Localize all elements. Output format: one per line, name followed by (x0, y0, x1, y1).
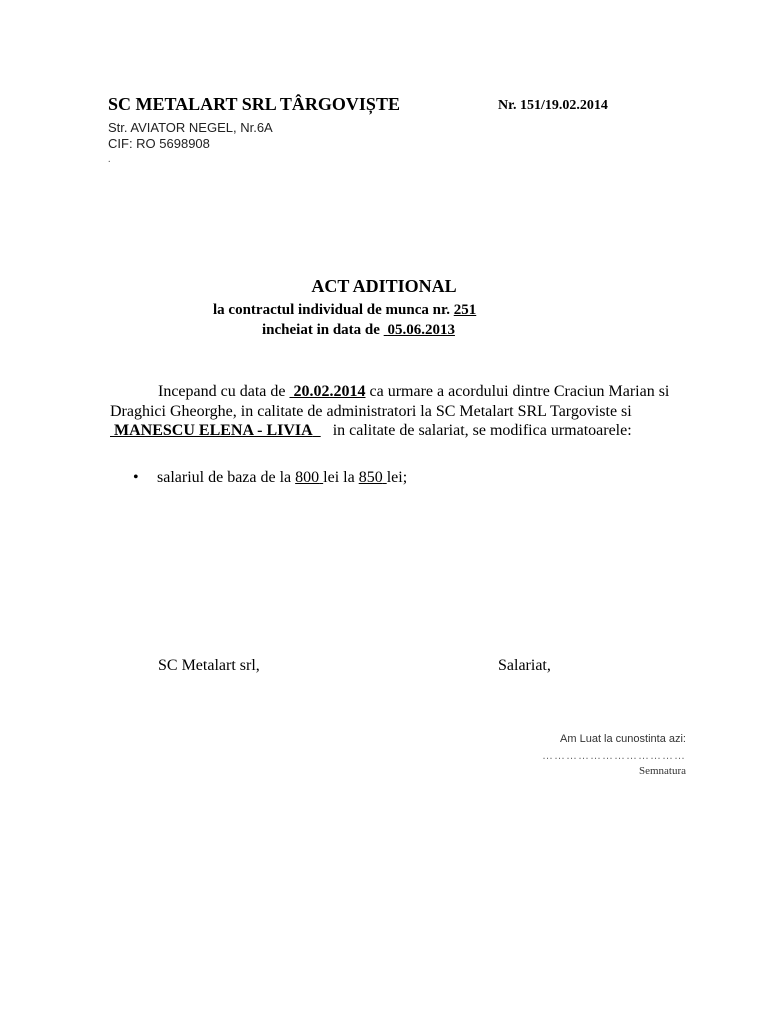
company-address: Str. AVIATOR NEGEL, Nr.6A (108, 120, 273, 135)
acknowledgement-label: Am Luat la cunostinta azi: (560, 733, 686, 745)
contract-reference-label: la contractul individual de munca nr. (213, 302, 450, 318)
list-item (133, 469, 407, 487)
contract-date-label: incheiat in data de (262, 322, 380, 338)
employee-name (110, 422, 321, 439)
document-number: Nr. 151/19.02.2014 (498, 98, 608, 113)
employee-name-value: MANESCU ELENA - LIVIA (114, 422, 313, 439)
company-cif: CIF: RO 5698908 (108, 136, 210, 151)
body-text-1: Incepand cu data de (158, 383, 286, 400)
new-salary-value: 850 (358, 469, 383, 486)
contract-number: 251 (453, 302, 477, 318)
start-date (289, 383, 365, 400)
signature-label: Semnatura (638, 765, 686, 777)
bullet-icon: • (133, 469, 139, 486)
salary-text-2: lei la (323, 469, 355, 486)
contract-reference (213, 302, 476, 319)
contract-date-line (262, 322, 455, 339)
company-name: SC METALART SRL TÂRGOVIȘTE (108, 94, 400, 114)
old-salary (295, 469, 323, 486)
salary-text-3: lei; (386, 469, 408, 486)
stray-dot: . (108, 154, 111, 165)
acknowledgement-dots: ……………………………… (542, 750, 686, 762)
old-salary-value: 800 (295, 469, 320, 486)
start-date-value: 20.02.2014 (293, 383, 366, 400)
body-text-2: ca urmare a acordului dintre Craciun Marian si Draghici Gheorghe, in calitate de administratori la SC Metalart SRL Targoviste si (110, 383, 670, 420)
document-title: ACT ADITIONAL (311, 276, 457, 296)
body-paragraph (110, 382, 690, 441)
body-text-3: in calitate de salariat, se modifica urmatoarele: (332, 422, 632, 439)
employer-signature-label: SC Metalart srl, (158, 657, 260, 674)
contract-date (384, 322, 455, 338)
new-salary (359, 469, 387, 486)
employee-signature-label: Salariat, (498, 657, 551, 674)
salary-text-1: salariul de baza de la (157, 469, 292, 486)
contract-date-value: 05.06.2013 (387, 322, 455, 338)
